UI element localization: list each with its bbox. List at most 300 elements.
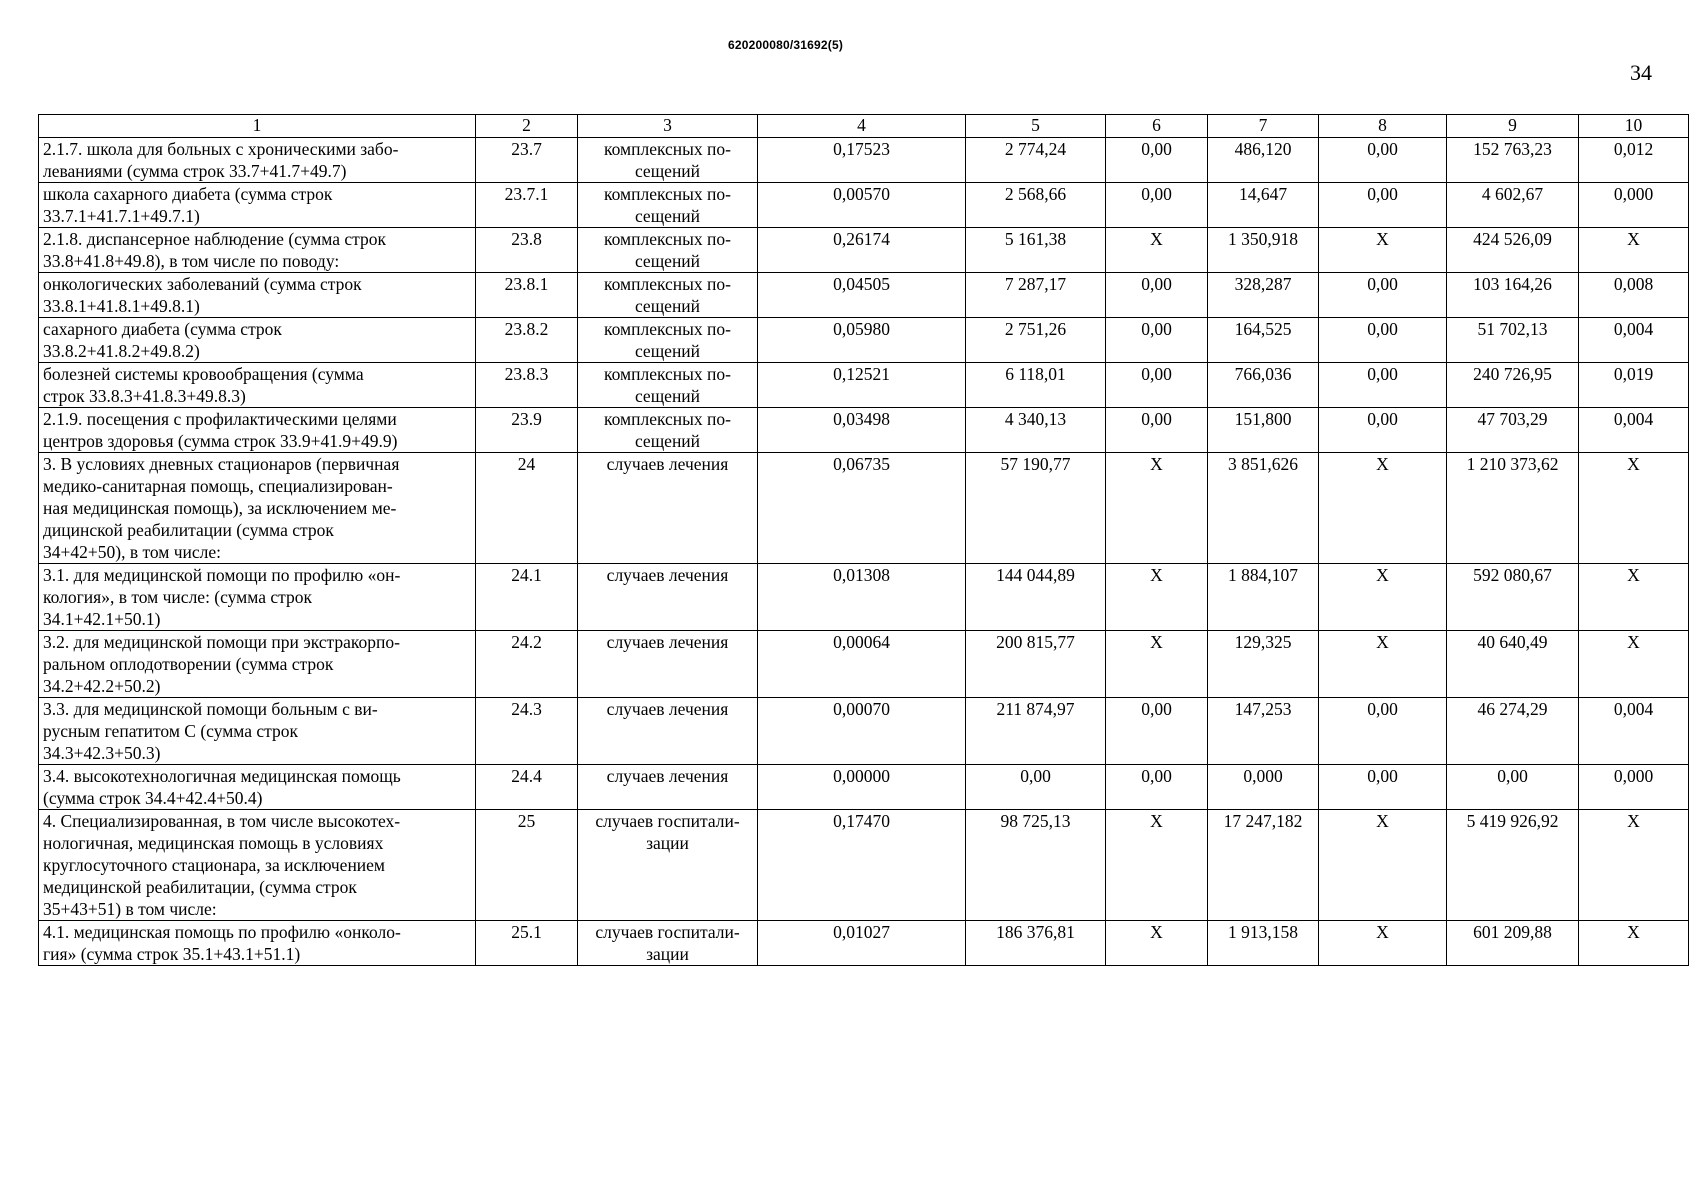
col-9-value: 5 419 926,92 (1466, 811, 1559, 831)
indicator-name-cell (39, 564, 476, 631)
col-8-value: X (1376, 454, 1389, 474)
col-7-value: 129,325 (1234, 632, 1292, 652)
col-10-value-cell (1579, 453, 1689, 564)
indicator-name: онкологических заболеваний (сумма строк 33.8.1+41.8.1+49.8.1) (43, 274, 362, 316)
row-number-cell (476, 564, 578, 631)
table-row (39, 453, 1689, 564)
header-cell: 10 (1579, 115, 1689, 138)
col-10-value-cell (1579, 631, 1689, 698)
col-9-value-cell (1447, 183, 1579, 228)
indicator-name: 3.2. для медицинской помощи при экстракорпо- ральном оплодотворении (сумма строк 34.2+42.2+50.2) (43, 632, 400, 696)
unit-of-measure-cell (578, 408, 758, 453)
col-9-value: 103 164,26 (1473, 274, 1552, 294)
unit-of-measure: комплексных по- сещений (604, 274, 731, 316)
unit-of-measure: случаев лечения (606, 766, 729, 786)
col-8-value-cell (1319, 318, 1447, 363)
indicator-name-cell (39, 183, 476, 228)
col-10-value-cell (1579, 363, 1689, 408)
row-number-cell (476, 810, 578, 921)
col-7-value: 0,000 (1243, 766, 1283, 786)
row-number: 24 (517, 454, 536, 474)
indicator-name: 3. В условиях дневных стационаров (первичная медико-санитарная помощь, специализирован- ная медицинская помощь), за исключением ме- дицинской реабилитации (сумма строк 34+42+50), в том числе: (43, 454, 400, 562)
table-row (39, 564, 1689, 631)
col-6-value: X (1150, 454, 1163, 474)
indicator-name-cell (39, 408, 476, 453)
col-5-value-cell (966, 138, 1106, 183)
table-row (39, 698, 1689, 765)
unit-of-measure: комплексных по- сещений (604, 364, 731, 406)
table-row (39, 631, 1689, 698)
col-8-value-cell (1319, 631, 1447, 698)
col-6-value-cell (1106, 273, 1208, 318)
unit-of-measure-cell (578, 138, 758, 183)
col-7-value-cell (1208, 765, 1319, 810)
col-6-value-cell (1106, 810, 1208, 921)
col-9-value: 51 702,13 (1477, 319, 1548, 339)
row-number-cell (476, 318, 578, 363)
row-number-cell (476, 408, 578, 453)
col-6-value: 0,00 (1141, 364, 1172, 384)
col-5-value-cell (966, 273, 1106, 318)
row-number: 23.7.1 (504, 184, 549, 204)
indicator-name: 2.1.8. диспансерное наблюдение (сумма строк 33.8+41.8+49.8), в том числе по поводу: (43, 229, 387, 271)
header-cell: 4 (758, 115, 966, 138)
table-row (39, 363, 1689, 408)
col-8-value-cell (1319, 765, 1447, 810)
col-8-value: 0,00 (1367, 699, 1398, 719)
col-4-value-cell (758, 453, 966, 564)
col-10-value-cell (1579, 810, 1689, 921)
col-4-value: 0,00070 (833, 699, 890, 719)
col-4-value: 0,04505 (833, 274, 890, 294)
col-10-value: 0,012 (1613, 139, 1654, 159)
table-row (39, 408, 1689, 453)
row-number-cell (476, 453, 578, 564)
unit-of-measure-cell (578, 363, 758, 408)
unit-of-measure: комплексных по- сещений (604, 139, 731, 181)
col-10-value: X (1627, 811, 1640, 831)
col-8-value: 0,00 (1367, 274, 1398, 294)
unit-of-measure: случаев лечения (606, 565, 729, 585)
col-4-value: 0,17470 (833, 811, 890, 831)
col-9-value: 47 703,29 (1477, 409, 1548, 429)
col-4-value: 0,06735 (833, 454, 890, 474)
unit-of-measure-cell (578, 765, 758, 810)
indicator-name-cell (39, 363, 476, 408)
col-10-value-cell (1579, 564, 1689, 631)
unit-of-measure: случаев лечения (606, 632, 729, 652)
col-8-value-cell (1319, 183, 1447, 228)
col-10-value: X (1627, 565, 1640, 585)
col-6-value: 0,00 (1141, 766, 1172, 786)
col-5-value-cell (966, 363, 1106, 408)
col-9-value-cell (1447, 810, 1579, 921)
unit-of-measure: комплексных по- сещений (604, 319, 731, 361)
row-number-cell (476, 921, 578, 966)
col-6-value: X (1150, 922, 1163, 942)
row-number-cell (476, 138, 578, 183)
indicator-name-cell (39, 138, 476, 183)
indicator-name-cell (39, 453, 476, 564)
indicator-name: 3.4. высокотехнологичная медицинская помощь (сумма строк 34.4+42.4+50.4) (43, 766, 401, 808)
col-10-value: 0,000 (1613, 766, 1654, 786)
col-10-value-cell (1579, 698, 1689, 765)
col-7-value-cell (1208, 318, 1319, 363)
col-9-value-cell (1447, 408, 1579, 453)
col-9-value-cell (1447, 453, 1579, 564)
col-7-value: 17 247,182 (1223, 811, 1303, 831)
col-10-value-cell (1579, 273, 1689, 318)
col-5-value: 5 161,38 (1004, 229, 1067, 249)
col-4-value-cell (758, 698, 966, 765)
indicator-name-cell (39, 698, 476, 765)
col-8-value-cell (1319, 564, 1447, 631)
col-7-value-cell (1208, 228, 1319, 273)
unit-of-measure: случаев госпитали- зации (595, 922, 740, 964)
col-4-value-cell (758, 183, 966, 228)
row-number-cell (476, 183, 578, 228)
col-9-value: 240 726,95 (1473, 364, 1552, 384)
col-4-value: 0,01027 (833, 922, 890, 942)
col-6-value-cell (1106, 363, 1208, 408)
data-table (38, 114, 1689, 966)
col-9-value-cell (1447, 564, 1579, 631)
col-5-value-cell (966, 228, 1106, 273)
col-7-value-cell (1208, 273, 1319, 318)
col-9-value-cell (1447, 273, 1579, 318)
indicator-name: 2.1.9. посещения с профилактическими целями центров здоровья (сумма строк 33.9+41.9+49.9) (43, 409, 398, 451)
indicator-name-cell (39, 273, 476, 318)
unit-of-measure: комплексных по- сещений (604, 229, 731, 271)
col-6-value: X (1150, 565, 1163, 585)
indicator-name: 4.1. медицинская помощь по профилю «онколо- гия» (сумма строк 35.1+43.1+51.1) (43, 922, 401, 964)
table-row (39, 318, 1689, 363)
indicator-name: школа сахарного диабета (сумма строк 33.7.1+41.7.1+49.7.1) (43, 184, 333, 226)
col-5-value: 57 190,77 (1000, 454, 1071, 474)
col-8-value-cell (1319, 698, 1447, 765)
table-row (39, 273, 1689, 318)
col-6-value: 0,00 (1141, 184, 1172, 204)
table-row (39, 138, 1689, 183)
indicator-name: болезней системы кровообращения (сумма строк 33.8.3+41.8.3+49.8.3) (43, 364, 364, 406)
row-number-cell (476, 363, 578, 408)
col-4-value: 0,00064 (833, 632, 890, 652)
col-8-value-cell (1319, 810, 1447, 921)
indicator-name-cell (39, 228, 476, 273)
col-5-value-cell (966, 318, 1106, 363)
col-4-value-cell (758, 363, 966, 408)
col-5-value-cell (966, 408, 1106, 453)
col-5-value: 2 751,26 (1004, 319, 1067, 339)
col-8-value-cell (1319, 363, 1447, 408)
col-9-value-cell (1447, 698, 1579, 765)
col-4-value: 0,26174 (833, 229, 890, 249)
col-5-value-cell (966, 921, 1106, 966)
col-9-value-cell (1447, 921, 1579, 966)
row-number: 24.4 (511, 766, 542, 786)
col-6-value-cell (1106, 698, 1208, 765)
col-9-value: 4 602,67 (1481, 184, 1544, 204)
col-10-value: X (1627, 922, 1640, 942)
col-6-value-cell (1106, 765, 1208, 810)
col-10-value-cell (1579, 408, 1689, 453)
col-7-value-cell (1208, 631, 1319, 698)
unit-of-measure-cell (578, 921, 758, 966)
col-7-value: 147,253 (1234, 699, 1292, 719)
table-row (39, 765, 1689, 810)
col-10-value: X (1627, 229, 1640, 249)
unit-of-measure: комплексных по- сещений (604, 184, 731, 226)
col-10-value: 0,000 (1613, 184, 1654, 204)
col-7-value-cell (1208, 921, 1319, 966)
col-7-value: 164,525 (1234, 319, 1292, 339)
row-number: 23.8.1 (504, 274, 549, 294)
col-4-value-cell (758, 408, 966, 453)
col-8-value: X (1376, 565, 1389, 585)
col-9-value: 601 209,88 (1473, 922, 1552, 942)
col-8-value: 0,00 (1367, 184, 1398, 204)
col-10-value: X (1627, 632, 1640, 652)
col-9-value: 40 640,49 (1477, 632, 1548, 652)
col-7-value: 328,287 (1234, 274, 1292, 294)
col-7-value-cell (1208, 183, 1319, 228)
col-6-value-cell (1106, 453, 1208, 564)
header-row (39, 115, 1689, 138)
col-7-value: 766,036 (1234, 364, 1292, 384)
col-6-value-cell (1106, 183, 1208, 228)
table-row (39, 921, 1689, 966)
row-number: 24.3 (511, 699, 542, 719)
col-4-value-cell (758, 318, 966, 363)
indicator-name-cell (39, 765, 476, 810)
col-7-value-cell (1208, 138, 1319, 183)
row-number: 23.7 (511, 139, 542, 159)
col-4-value-cell (758, 273, 966, 318)
unit-of-measure-cell (578, 698, 758, 765)
indicator-name-cell (39, 810, 476, 921)
row-number: 23.8 (511, 229, 542, 249)
row-number: 24.1 (511, 565, 542, 585)
row-number: 25 (517, 811, 536, 831)
col-7-value: 1 913,158 (1228, 922, 1298, 942)
col-7-value: 486,120 (1234, 139, 1292, 159)
col-5-value: 200 815,77 (996, 632, 1075, 652)
col-10-value: 0,004 (1613, 319, 1654, 339)
col-4-value: 0,00000 (833, 766, 890, 786)
col-7-value: 14,647 (1238, 184, 1288, 204)
col-5-value: 2 568,66 (1004, 184, 1067, 204)
col-7-value: 1 884,107 (1228, 565, 1298, 585)
col-9-value: 424 526,09 (1473, 229, 1552, 249)
col-8-value: X (1376, 229, 1389, 249)
col-10-value-cell (1579, 921, 1689, 966)
row-number-cell (476, 765, 578, 810)
col-9-value-cell (1447, 228, 1579, 273)
col-8-value-cell (1319, 921, 1447, 966)
col-9-value-cell (1447, 363, 1579, 408)
col-6-value: 0,00 (1141, 274, 1172, 294)
col-5-value: 7 287,17 (1004, 274, 1067, 294)
col-5-value: 98 725,13 (1000, 811, 1071, 831)
col-8-value: X (1376, 922, 1389, 942)
col-5-value-cell (966, 564, 1106, 631)
col-5-value: 144 044,89 (996, 565, 1075, 585)
col-7-value-cell (1208, 453, 1319, 564)
col-6-value-cell (1106, 318, 1208, 363)
indicator-name: 4. Специализированная, в том числе высокотех- нологичная, медицинская помощь в условиях круглосуточного стационара, за исключением медицинской реабилитации, (сумма строк 35+43+51) в том числе: (43, 811, 401, 919)
col-5-value: 2 774,24 (1004, 139, 1067, 159)
indicator-name: 3.1. для медицинской помощи по профилю «он- кология», в том числе: (сумма строк 34.1+42.1+50.1) (43, 565, 401, 629)
col-9-value-cell (1447, 318, 1579, 363)
col-6-value: X (1150, 632, 1163, 652)
col-6-value-cell (1106, 408, 1208, 453)
indicator-name: 2.1.7. школа для больных с хроническими забо- леваниями (сумма строк 33.7+41.7+49.7) (43, 139, 399, 181)
row-number-cell (476, 228, 578, 273)
row-number-cell (476, 273, 578, 318)
header-cell: 3 (578, 115, 758, 138)
col-5-value-cell (966, 453, 1106, 564)
table-row (39, 183, 1689, 228)
col-5-value: 211 874,97 (996, 699, 1075, 719)
col-6-value-cell (1106, 138, 1208, 183)
row-number: 23.8.3 (504, 364, 549, 384)
page-number: 34 (1630, 60, 1652, 85)
col-6-value: 0,00 (1141, 699, 1172, 719)
col-8-value-cell (1319, 453, 1447, 564)
row-number: 24.2 (511, 632, 542, 652)
document-id: 620200080/31692(5) (728, 38, 844, 52)
col-8-value: 0,00 (1367, 319, 1398, 339)
col-4-value: 0,01308 (833, 565, 890, 585)
row-number: 23.8.2 (504, 319, 549, 339)
col-6-value-cell (1106, 631, 1208, 698)
header-cell: 9 (1447, 115, 1579, 138)
col-6-value: X (1150, 811, 1163, 831)
col-4-value-cell (758, 564, 966, 631)
col-6-value: 0,00 (1141, 319, 1172, 339)
col-9-value: 592 080,67 (1473, 565, 1552, 585)
col-10-value: 0,004 (1613, 409, 1654, 429)
col-4-value: 0,00570 (833, 184, 890, 204)
col-6-value-cell (1106, 921, 1208, 966)
col-9-value-cell (1447, 138, 1579, 183)
col-6-value-cell (1106, 228, 1208, 273)
col-7-value-cell (1208, 810, 1319, 921)
col-8-value: X (1376, 632, 1389, 652)
col-5-value-cell (966, 698, 1106, 765)
col-4-value-cell (758, 138, 966, 183)
indicator-name-cell (39, 318, 476, 363)
row-number-cell (476, 631, 578, 698)
col-5-value-cell (966, 810, 1106, 921)
table-row (39, 810, 1689, 921)
col-5-value: 0,00 (1020, 766, 1051, 786)
col-8-value-cell (1319, 273, 1447, 318)
col-7-value: 3 851,626 (1228, 454, 1298, 474)
unit-of-measure-cell (578, 453, 758, 564)
col-10-value-cell (1579, 138, 1689, 183)
unit-of-measure: случаев госпитали- зации (595, 811, 740, 853)
table-body (39, 115, 1689, 966)
row-number: 23.9 (511, 409, 542, 429)
header-cell: 1 (39, 115, 476, 138)
col-8-value: 0,00 (1367, 364, 1398, 384)
col-9-value-cell (1447, 765, 1579, 810)
unit-of-measure-cell (578, 183, 758, 228)
indicator-name: сахарного диабета (сумма строк 33.8.2+41.8.2+49.8.2) (43, 319, 282, 361)
row-number: 25.1 (511, 922, 542, 942)
col-7-value-cell (1208, 698, 1319, 765)
col-8-value-cell (1319, 228, 1447, 273)
indicator-name-cell (39, 921, 476, 966)
col-8-value: X (1376, 811, 1389, 831)
col-9-value: 0,00 (1497, 766, 1528, 786)
indicator-name-cell (39, 631, 476, 698)
unit-of-measure-cell (578, 228, 758, 273)
col-10-value: X (1627, 454, 1640, 474)
unit-of-measure: случаев лечения (606, 454, 729, 474)
col-10-value: 0,019 (1613, 364, 1654, 384)
unit-of-measure: случаев лечения (606, 699, 729, 719)
col-9-value: 152 763,23 (1473, 139, 1552, 159)
col-8-value-cell (1319, 408, 1447, 453)
col-6-value: X (1150, 229, 1163, 249)
unit-of-measure-cell (578, 273, 758, 318)
unit-of-measure-cell (578, 631, 758, 698)
col-4-value: 0,12521 (833, 364, 890, 384)
header-cell: 6 (1106, 115, 1208, 138)
col-4-value: 0,05980 (833, 319, 890, 339)
col-5-value-cell (966, 765, 1106, 810)
unit-of-measure-cell (578, 810, 758, 921)
col-5-value-cell (966, 183, 1106, 228)
col-10-value-cell (1579, 765, 1689, 810)
col-4-value-cell (758, 765, 966, 810)
header-cell: 5 (966, 115, 1106, 138)
col-7-value-cell (1208, 564, 1319, 631)
header-cell: 8 (1319, 115, 1447, 138)
col-5-value: 186 376,81 (996, 922, 1075, 942)
col-6-value: 0,00 (1141, 409, 1172, 429)
header-cell: 7 (1208, 115, 1319, 138)
col-8-value: 0,00 (1367, 139, 1398, 159)
indicator-name: 3.3. для медицинской помощи больным с ви- русным гепатитом С (сумма строк 34.3+42.3+50.3) (43, 699, 378, 763)
col-7-value-cell (1208, 363, 1319, 408)
unit-of-measure-cell (578, 564, 758, 631)
col-10-value-cell (1579, 228, 1689, 273)
col-8-value: 0,00 (1367, 766, 1398, 786)
unit-of-measure: комплексных по- сещений (604, 409, 731, 451)
col-10-value: 0,008 (1613, 274, 1654, 294)
col-7-value: 1 350,918 (1228, 229, 1298, 249)
col-8-value: 0,00 (1367, 409, 1398, 429)
unit-of-measure-cell (578, 318, 758, 363)
col-9-value: 1 210 373,62 (1466, 454, 1559, 474)
col-9-value-cell (1447, 631, 1579, 698)
col-6-value: 0,00 (1141, 139, 1172, 159)
row-number-cell (476, 698, 578, 765)
col-9-value: 46 274,29 (1477, 699, 1548, 719)
col-4-value-cell (758, 631, 966, 698)
col-7-value-cell (1208, 408, 1319, 453)
col-4-value: 0,03498 (833, 409, 890, 429)
col-7-value: 151,800 (1234, 409, 1292, 429)
col-4-value-cell (758, 921, 966, 966)
col-5-value: 4 340,13 (1004, 409, 1067, 429)
col-10-value: 0,004 (1613, 699, 1654, 719)
col-4-value-cell (758, 228, 966, 273)
header-cell: 2 (476, 115, 578, 138)
